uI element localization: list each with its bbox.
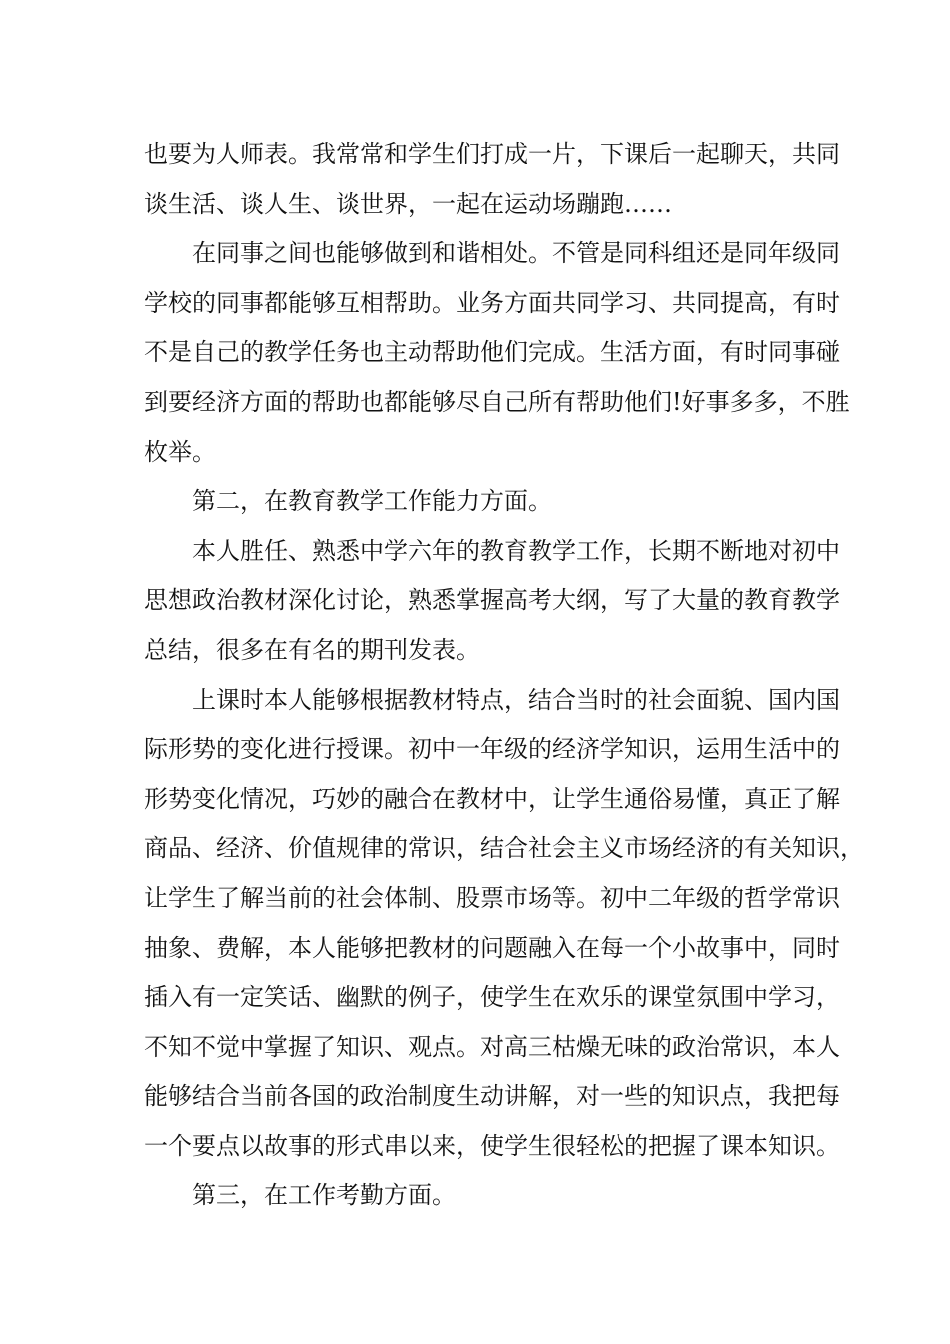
text-line: 本人胜任、熟悉中学六年的教育教学工作，长期不断地对初中	[192, 536, 840, 565]
text-line: 抽象、费解，本人能够把教材的问题融入在每一个小故事中，同时	[144, 933, 840, 962]
text-line: 枚举。	[144, 437, 216, 466]
text-line: 谈生活、谈人生、谈世界，一起在运动场蹦跑……	[144, 189, 672, 218]
text-line: 不是自己的教学任务也主动帮助他们完成。生活方面，有时同事碰	[144, 338, 840, 367]
document-body	[144, 130, 864, 1221]
text-line: 不知不觉中掌握了知识、观点。对高三枯燥无味的政治常识，本人	[144, 1032, 840, 1061]
text-line: 在同事之间也能够做到和谐相处。不管是同科组还是同年级同	[192, 239, 840, 268]
section-heading: 第三，在工作考勤方面。	[192, 1181, 456, 1210]
text-line: 际形势的变化进行授课。初中一年级的经济学知识，运用生活中的	[144, 735, 840, 764]
text-line: 一个要点以故事的形式串以来，使学生很轻松的把握了课本知识。	[144, 1131, 840, 1160]
text-line: 总结，很多在有名的期刊发表。	[144, 635, 480, 664]
text-line: 思想政治教材深化讨论，熟悉掌握高考大纲，写了大量的教育教学	[144, 586, 840, 615]
text-line: 形势变化情况，巧妙的融合在教材中，让学生通俗易懂，真正了解	[144, 784, 840, 813]
text-line: 能够结合当前各国的政治制度生动讲解，对一些的知识点，我把每	[144, 1082, 840, 1111]
text-line: 学校的同事都能够互相帮助。业务方面共同学习、共同提高，有时	[144, 288, 840, 317]
text-line: 商品、经济、价值规律的常识，结合社会主义市场经济的有关知识，	[144, 834, 864, 863]
text-line: 让学生了解当前的社会体制、股票市场等。初中二年级的哲学常识	[144, 883, 840, 912]
text-line: 到要经济方面的帮助也都能够尽自己所有帮助他们!好事多多，不胜	[144, 387, 850, 416]
text-line: 也要为人师表。我常常和学生们打成一片，下课后一起聊天，共同	[144, 140, 840, 168]
section-heading: 第二，在教育教学工作能力方面。	[192, 487, 552, 516]
text-line: 插入有一定笑话、幽默的例子，使学生在欢乐的课堂氛围中学习，	[144, 983, 840, 1012]
text-line: 上课时本人能够根据教材特点，结合当时的社会面貌、国内国	[192, 685, 840, 714]
